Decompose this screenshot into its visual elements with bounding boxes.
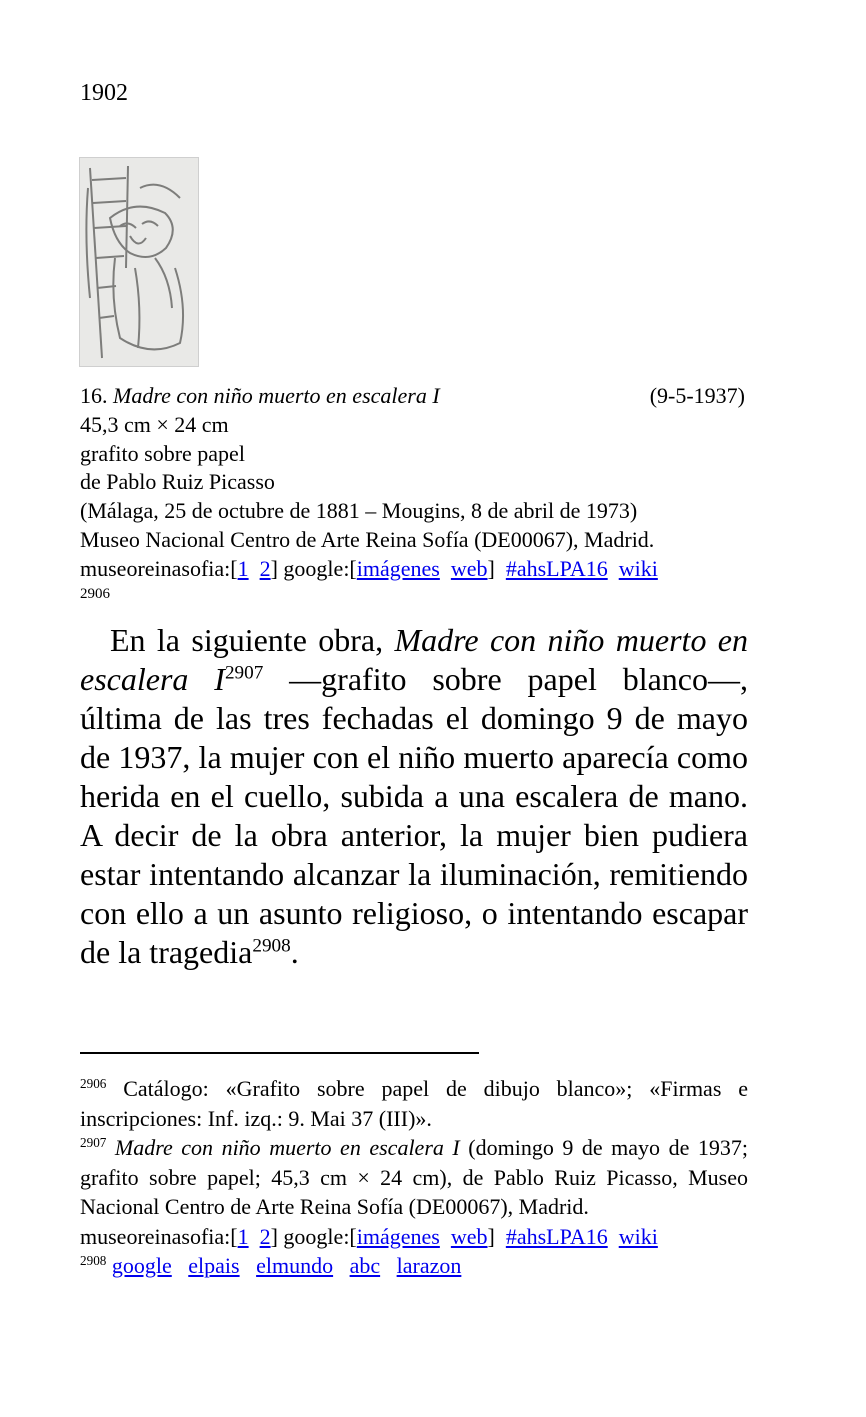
footnote-text: (domingo 9 de mayo de 1937; grafito sobre papel; 45,3 cm × 24 cm), de Pablo Ruiz Picasso, Museo Nacional Centro de Arte Reina Sofía (DE00067), Madrid.: [80, 1135, 748, 1219]
museum-link-2[interactable]: 2: [259, 1223, 271, 1249]
google-links-close: ]: [487, 555, 495, 581]
news-link-abc[interactable]: abc: [349, 1253, 381, 1278]
footnote-number: 2906: [80, 1076, 107, 1092]
google-links-prefix: ] google:[: [270, 555, 357, 581]
footnote-ref-2908[interactable]: 2908: [252, 935, 291, 957]
caption-footnote-ref: 2906: [80, 585, 110, 602]
sketch-image: [80, 158, 198, 366]
hashtag-link[interactable]: #ahsLPA16: [505, 1223, 608, 1249]
body-text-main: —grafito sobre papel blanco—, última de las tres fechadas el domingo 9 de mayo de 1937, la mujer con el niño muerto aparecía como herida en el cuello, subida a una escalera de mano. A decir de la obra anterior, la mujer bien pudiera estar intentando alcanzar la iluminación, remitiendo con ello a un asunto religioso, o intentando escapar de la tragedia: [80, 661, 749, 970]
caption-title-line: [80, 382, 745, 411]
body-paragraph: [80, 621, 748, 972]
artwork-title: Madre con niño muerto en escalera I: [113, 383, 440, 408]
google-web-link[interactable]: web: [450, 555, 488, 581]
artwork-date: (9-5-1937): [649, 383, 745, 408]
footnote-2908: [80, 1251, 748, 1281]
artwork-thumbnail[interactable]: [79, 157, 199, 367]
museum-links-prefix: museoreinasofia:[: [80, 1223, 238, 1249]
caption-links: [80, 555, 745, 584]
footnote-artwork-title: Madre con niño muerto en escalera I: [114, 1135, 460, 1160]
news-link-elpais[interactable]: elpais: [188, 1253, 240, 1278]
footnote-text: Catálogo: «Grafito sobre papel de dibujo blanco»; «Firmas e inscripciones: Inf. izq.: 9. Mai 37 (III)».: [80, 1076, 748, 1131]
news-link-larazon[interactable]: larazon: [396, 1253, 462, 1278]
artwork-number: 16.: [80, 383, 108, 408]
footnote-number: 2908: [80, 1253, 107, 1269]
footnote-divider: [80, 1052, 479, 1054]
museum-link-2[interactable]: 2: [259, 555, 271, 581]
page-year-heading: 1902: [80, 80, 128, 106]
hashtag-link[interactable]: #ahsLPA16: [505, 555, 608, 581]
body-text-start: En la siguiente obra,: [110, 622, 395, 658]
news-link-elmundo[interactable]: elmundo: [256, 1253, 334, 1278]
artwork-dimensions: 45,3 cm × 24 cm: [80, 411, 229, 437]
google-web-link[interactable]: web: [450, 1223, 488, 1249]
museum-link-1[interactable]: 1: [237, 555, 249, 581]
artwork-medium: grafito sobre papel: [80, 440, 245, 466]
artwork-museum: Museo Nacional Centro de Arte Reina Sofía (DE00067), Madrid.: [80, 526, 655, 552]
google-images-link[interactable]: imágenes: [356, 555, 440, 581]
museum-links-prefix: museoreinasofia:[: [80, 555, 238, 581]
artwork-caption: [80, 382, 745, 604]
artwork-author-life: (Málaga, 25 de octubre de 1881 – Mougins, 8 de abril de 1973): [80, 498, 638, 524]
google-links-close: ]: [487, 1223, 495, 1249]
wiki-link[interactable]: wiki: [618, 1223, 658, 1249]
footnotes: [80, 1074, 748, 1281]
footnote-ref-2907[interactable]: 2907: [224, 662, 264, 684]
google-images-link[interactable]: imágenes: [356, 1223, 440, 1249]
google-links-prefix: ] google:[: [270, 1223, 357, 1249]
footnote-2907: [80, 1133, 748, 1222]
footnote-number: 2907: [80, 1135, 107, 1151]
artwork-author: de Pablo Ruiz Picasso: [80, 469, 275, 495]
body-artwork-title: Madre con niño muerto en escalera I: [80, 622, 749, 697]
news-link-google[interactable]: google: [111, 1253, 172, 1278]
wiki-link[interactable]: wiki: [618, 555, 658, 581]
footnote-2906: [80, 1074, 748, 1133]
body-text-end: .: [290, 934, 299, 970]
museum-link-1[interactable]: 1: [237, 1223, 249, 1249]
footnote-2907-links: [80, 1222, 748, 1252]
